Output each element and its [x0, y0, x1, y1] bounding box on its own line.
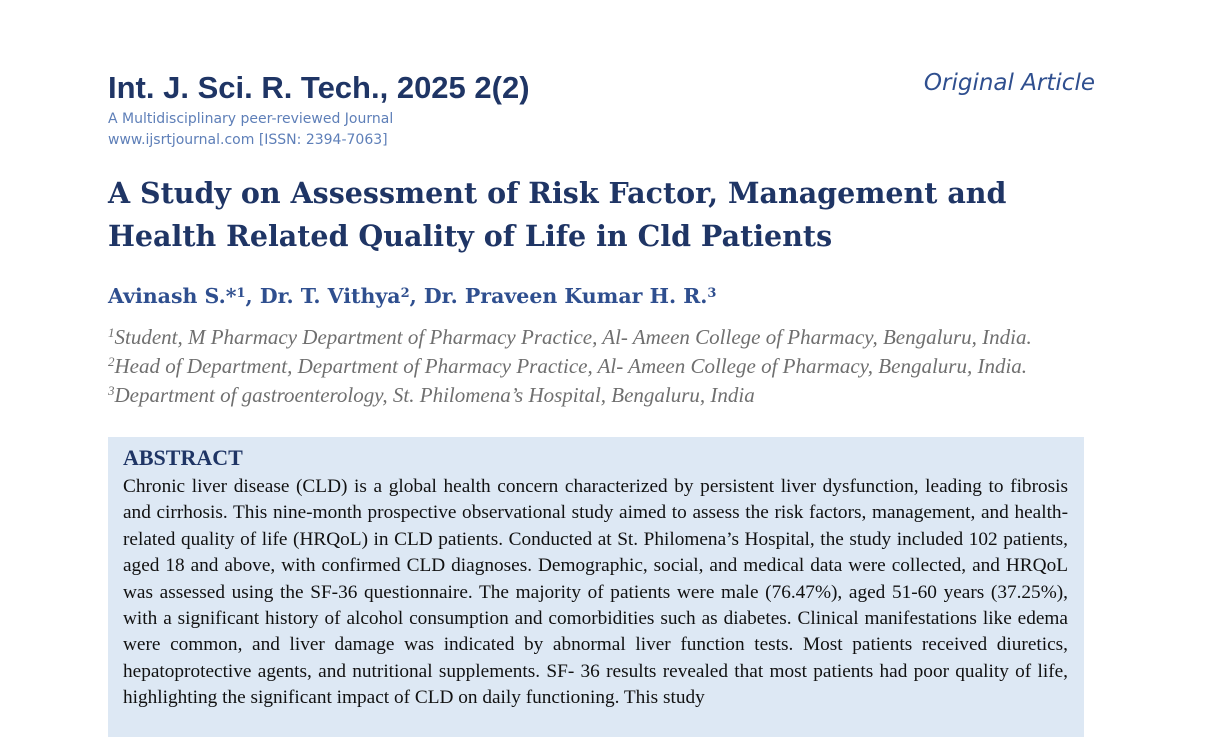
affiliation-mark: 1 — [108, 325, 115, 340]
abstract-heading: ABSTRACT — [123, 445, 243, 470]
affiliation-line — [108, 325, 1032, 350]
author-affiliation-mark: 3 — [707, 286, 717, 301]
author-list — [108, 284, 716, 308]
author-separator: , — [245, 284, 260, 308]
author-affiliation-mark: 1 — [236, 286, 246, 301]
affiliation-mark: 3 — [108, 383, 115, 398]
paper-title: A Study on Assessment of Risk Factor, Management and Health Related Quality of Life in Cld Patients — [108, 176, 1007, 253]
author-name: Avinash S.* — [108, 284, 237, 308]
author-separator: , — [409, 284, 424, 308]
author-name: Dr. Praveen Kumar H. R. — [423, 284, 708, 308]
abstract-box — [108, 437, 1084, 737]
article-type-label: Original Article — [923, 70, 1095, 96]
journal-website-issn[interactable]: www.ijsrtjournal.com [ISSN: 2394-7063] — [108, 132, 388, 148]
journal-title: Int. J. Sci. R. Tech., 2025 2(2) — [108, 70, 530, 105]
affiliation-text: Student, M Pharmacy Department of Pharmacy Practice, Al- Ameen College of Pharmacy, Bengaluru, India. — [114, 325, 1032, 349]
affiliation-text: Head of Department, Department of Pharmacy Practice, Al- Ameen College of Pharmacy, Bengaluru, India. — [114, 354, 1028, 378]
affiliation-line — [108, 354, 1027, 379]
author-name: Dr. T. Vithya — [259, 284, 401, 308]
affiliation-mark: 2 — [108, 354, 115, 369]
journal-subtitle: A Multidisciplinary peer-reviewed Journal — [108, 111, 394, 127]
author-affiliation-mark: 2 — [400, 286, 410, 301]
abstract-text: Chronic liver disease (CLD) is a global health concern characterized by persistent liver dysfunction, leading to fibrosis and cirrhosis. This nine-month prospective observational study aimed to assess the risk factors, management, and health-related quality of life (HRQoL) in CLD patients. Conducted at St. Philomena’s Hospital, the study included 102 patients, aged 18 and above, with confirmed CLD diagnoses. Demographic, social, and medical data were collected, and HRQoL was assessed using the SF-36 questionnaire. The majority of patients were male (76.47%), aged 51-60 years (37.25%), with a significant history of alcohol consumption and comorbidities such as diabetes. Clinical manifestations like edema were common, and liver damage was indicated by abnormal liver function tests. Most patients received diuretics, hepatoprotective agents, and nutritional supplements. SF- 36 results revealed that most patients had poor quality of life, highlighting the significant impact of CLD on daily functioning. This study — [123, 476, 1068, 709]
affiliation-line — [108, 383, 755, 408]
affiliation-text: Department of gastroenterology, St. Philomena’s Hospital, Bengaluru, India — [114, 383, 755, 407]
